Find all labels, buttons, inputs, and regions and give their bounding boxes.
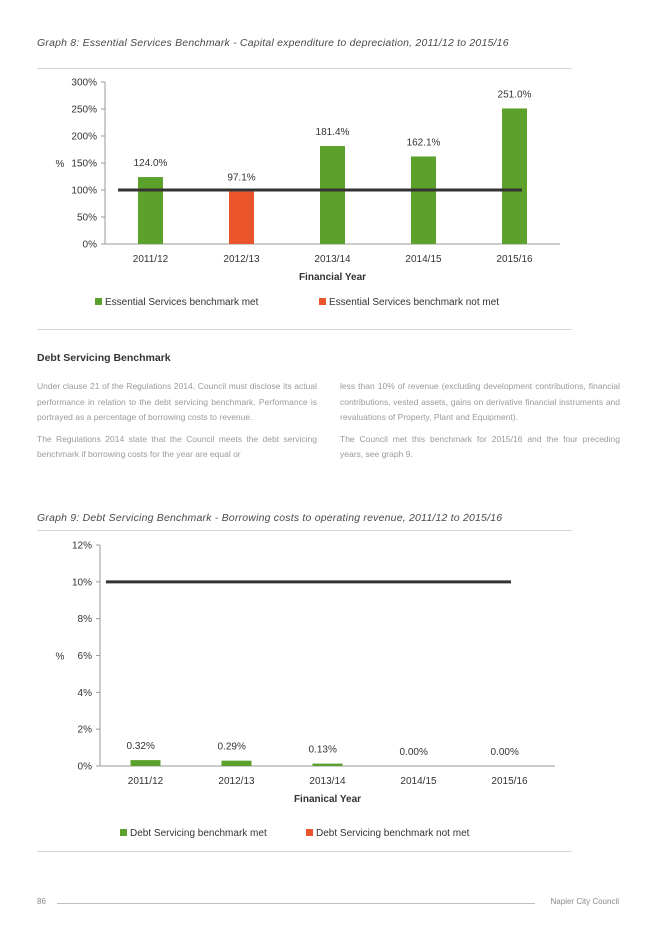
bar-2013-14 <box>320 146 345 244</box>
y-tick-label: 0% <box>82 239 97 251</box>
y-tick-label: 100% <box>71 185 97 197</box>
y-tick-label: 0% <box>77 761 92 773</box>
footer-org-name: Napier City Council <box>550 897 619 906</box>
x-tick-label: 2013/14 <box>309 776 346 787</box>
x-tick-label: 2012/13 <box>223 254 260 265</box>
bar-2011-12 <box>131 760 161 766</box>
bar-2012-13 <box>229 192 254 244</box>
y-axis-title: % <box>55 159 65 170</box>
x-tick-label: 2011/12 <box>127 776 164 787</box>
bar-2012-13 <box>222 761 252 766</box>
data-label: 0.00% <box>399 747 428 758</box>
graph9-chart <box>0 532 656 852</box>
x-tick-label: 2012/13 <box>218 776 255 787</box>
data-label: 0.32% <box>126 741 155 753</box>
text-column-left <box>37 379 317 469</box>
data-label: 181.4% <box>315 127 350 139</box>
graph8-chart <box>0 70 656 330</box>
data-label: 0.00% <box>490 747 519 758</box>
legend-swatch-met <box>95 298 102 305</box>
y-tick-label: 8% <box>77 614 92 626</box>
x-tick-label: 2013/14 <box>314 254 351 265</box>
y-tick-label: 2% <box>77 724 92 736</box>
page-number: 86 <box>37 897 46 906</box>
data-label: 251.0% <box>497 89 532 101</box>
legend-label-met: Debt Servicing benchmark met <box>130 828 267 839</box>
graph9-bottom-rule <box>37 851 572 852</box>
y-axis-title: % <box>55 651 65 663</box>
footer-rule <box>57 903 535 904</box>
data-label: 0.29% <box>217 741 246 753</box>
y-tick-label: 200% <box>71 131 97 143</box>
y-tick-label: 300% <box>71 77 97 89</box>
x-tick-label: 2014/15 <box>400 776 437 787</box>
bar-2013-14 <box>313 764 343 766</box>
data-label: 162.1% <box>406 137 441 149</box>
graph8-bottom-rule <box>37 329 572 330</box>
legend-swatch-not-met <box>306 829 313 836</box>
right-paragraph-2: The Council met this benchmark for 2015/16 and the four preceding years, see graph 9. <box>340 433 620 459</box>
y-tick-label: 10% <box>71 577 92 589</box>
x-tick-label: 2011/12 <box>132 254 169 265</box>
bar-2015-16 <box>502 108 527 244</box>
text-column-right <box>340 379 620 469</box>
legend-swatch-met <box>120 829 127 836</box>
y-tick-label: 250% <box>71 104 97 116</box>
graph9-caption: Graph 9: Debt Servicing Benchmark - Borrowing costs to operating revenue, 2011/12 to 2015/16 <box>37 512 503 524</box>
y-tick-label: 12% <box>71 540 92 552</box>
y-tick-label: 6% <box>77 651 92 662</box>
legend-label-met: Essential Services benchmark met <box>105 297 259 308</box>
legend-swatch-not-met <box>319 298 326 305</box>
bar-2011-12 <box>138 177 163 244</box>
section-title: Debt Servicing Benchmark <box>37 352 171 364</box>
bar-2014-15 <box>411 156 436 244</box>
data-label: 124.0% <box>133 158 168 170</box>
left-paragraph-1: Under clause 21 of the Regulations 2014, Council must disclose its actual performance in relation to the debt servicing benchmark. Performance is portrayed as a percentage of borrowing costs to revenue. <box>37 381 317 422</box>
y-tick-label: 50% <box>76 212 97 224</box>
left-paragraph-2: The Regulations 2014 state that the Council meets the debt servicing benchmark if borrowing costs for the year are equal or <box>37 433 317 459</box>
x-tick-label: 2015/16 <box>491 776 528 787</box>
legend-label-not-met: Debt Servicing benchmark not met <box>316 828 470 839</box>
x-axis-title: Financial Year <box>298 272 367 283</box>
x-axis-title: Finanical Year <box>293 794 362 805</box>
y-tick-label: 150% <box>71 158 97 170</box>
graph9-top-rule <box>37 530 572 531</box>
right-paragraph-1: less than 10% of revenue (excluding development contributions, financial contributions, vested assets, gains on derivative financial instruments and revaluations of Property, Plant and Equipment). <box>340 381 620 422</box>
data-label: 0.13% <box>308 744 337 756</box>
data-label: 97.1% <box>227 172 256 184</box>
legend-label-not-met: Essential Services benchmark not met <box>329 297 500 308</box>
y-tick-label: 4% <box>77 687 92 699</box>
graph8-caption: Graph 8: Essential Services Benchmark - Capital expenditure to depreciation, 2011/12 to 2015/16 <box>37 37 509 49</box>
x-tick-label: 2014/15 <box>405 254 442 265</box>
graph8-top-rule <box>37 68 572 69</box>
x-tick-label: 2015/16 <box>496 254 533 265</box>
